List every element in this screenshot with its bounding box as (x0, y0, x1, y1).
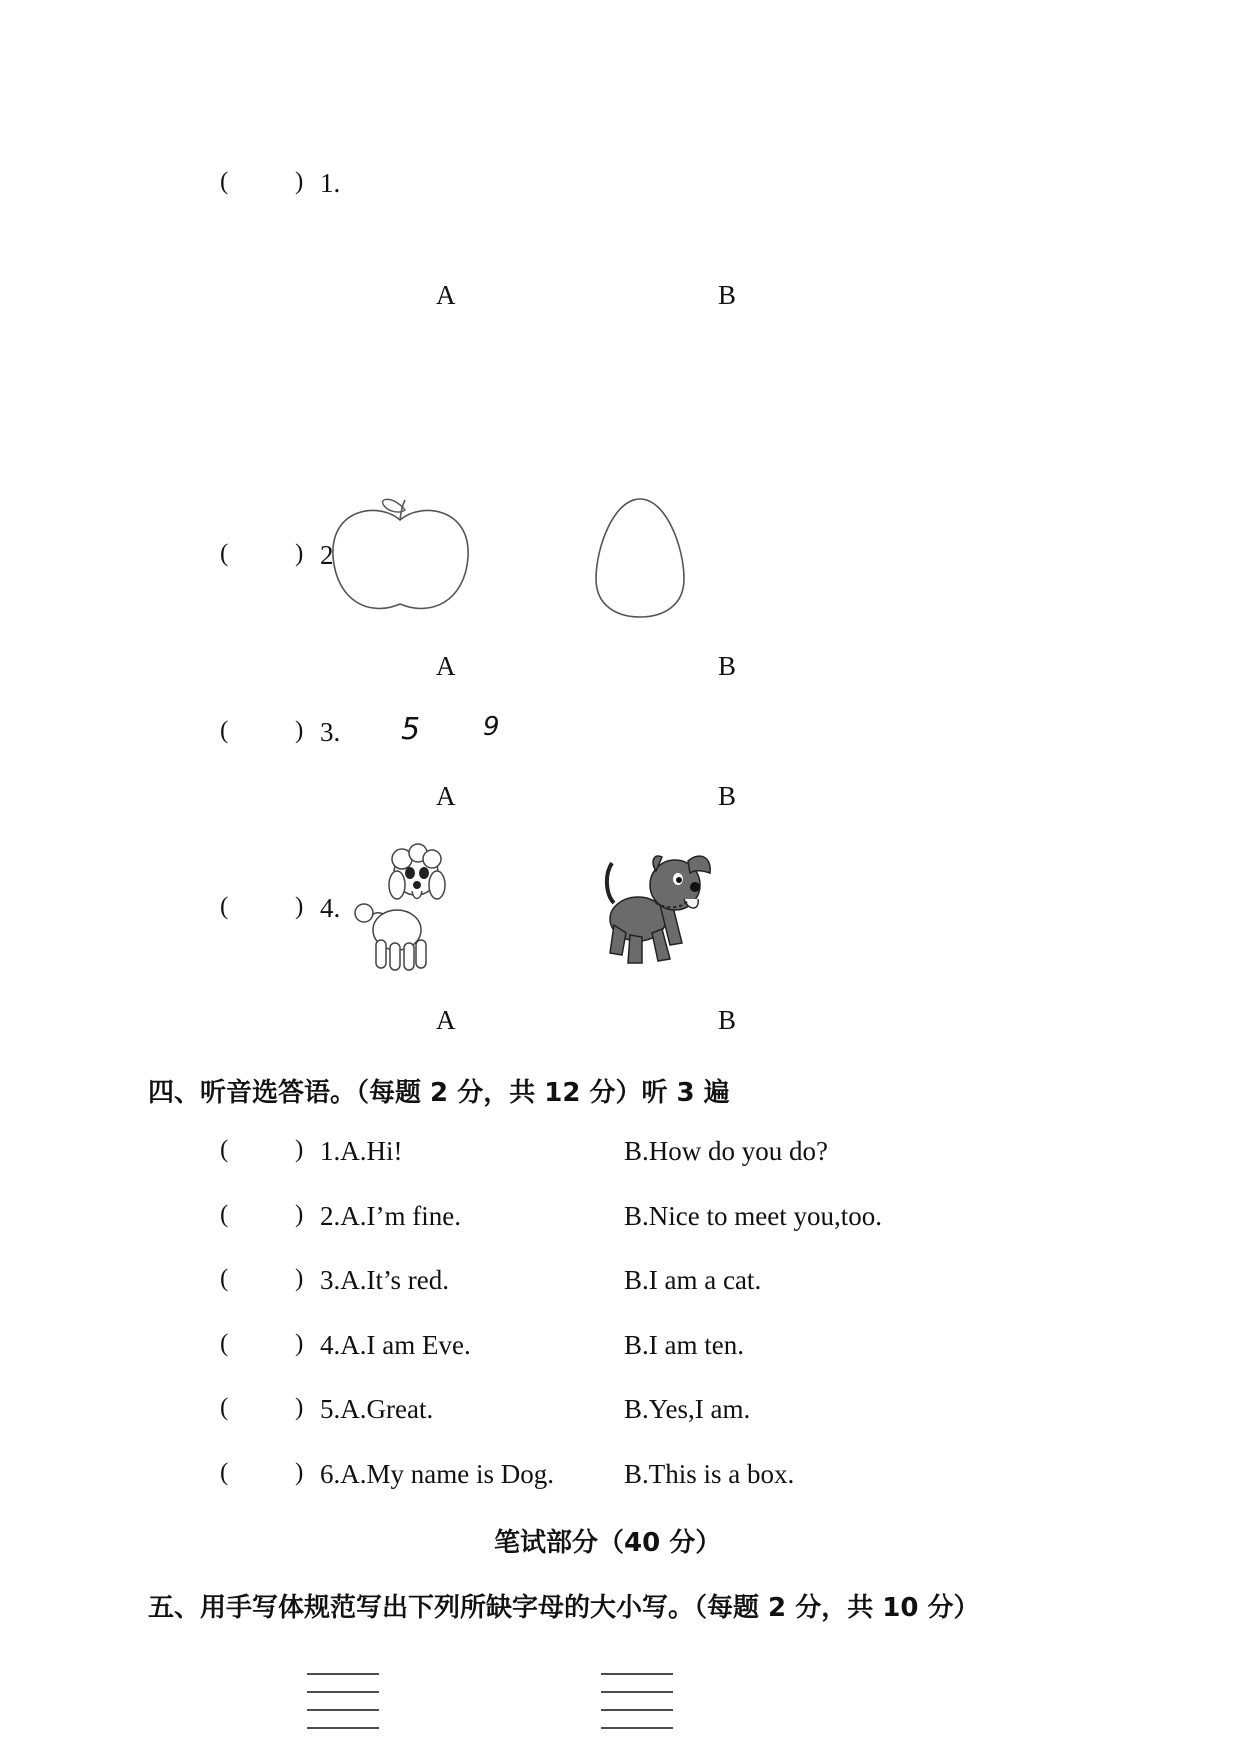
written-part-title: 笔试部分（40 分） (494, 1528, 722, 1558)
answer-paren-open[interactable]: ( (220, 1201, 229, 1228)
number-option-a: 5 (401, 712, 421, 747)
option-a-label: A (436, 1005, 456, 1035)
answer-paren-open[interactable]: ( (220, 1394, 229, 1421)
option-a-label: A (436, 651, 456, 681)
question-number: 3. (320, 717, 341, 747)
answer-paren-open[interactable]: ( (220, 540, 229, 567)
answer-paren-open[interactable]: ( (220, 1136, 229, 1163)
answer-paren-close: ) (295, 1265, 304, 1292)
option-a-label: A (436, 781, 456, 811)
answer-paren-close: ) (295, 1136, 304, 1163)
choice-b: B.I am a cat. (624, 1265, 762, 1295)
section-5-heading: 五、用手写体规范写出下列所缺字母的大小写。（每题 2 分，共 10 分） (148, 1593, 980, 1623)
choice-b: B.I am ten. (624, 1330, 744, 1360)
answer-paren-open[interactable]: ( (220, 893, 229, 920)
answer-paren-open[interactable]: ( (220, 1330, 229, 1357)
choice-a: 4.A.I am Eve. (320, 1330, 471, 1360)
choice-b: B.How do you do? (624, 1136, 828, 1166)
question-number: 1. (320, 168, 341, 198)
section-4-heading: 四、听音选答语。（每题 2 分，共 12 分）听 3 遍 (148, 1078, 730, 1108)
answer-paren-open[interactable]: ( (220, 717, 229, 744)
choice-b: B.Yes,I am. (624, 1394, 751, 1424)
number-option-b: 9 (483, 712, 500, 742)
choice-a: 6.A.My name is Dog. (320, 1459, 554, 1489)
answer-paren-close: ) (295, 540, 304, 567)
option-b-label: B (718, 781, 737, 811)
choice-b: B.This is a box. (624, 1459, 795, 1489)
question-number: 2 (320, 540, 334, 570)
apple-illustration (325, 492, 475, 622)
egg-illustration (594, 497, 686, 619)
poodle-illustration (352, 845, 452, 975)
choice-a: 1.A.Hi! (320, 1136, 403, 1166)
option-b-label: B (718, 1005, 737, 1035)
choice-a: 3.A.It’s red. (320, 1265, 449, 1295)
question-number: 4. (320, 893, 341, 923)
option-a-label: A (436, 280, 456, 310)
answer-paren-close: ) (295, 893, 304, 920)
answer-paren-close: ) (295, 1459, 304, 1486)
choice-a: 2.A.I’m fine. (320, 1201, 461, 1231)
answer-paren-close: ) (295, 1201, 304, 1228)
answer-paren-open[interactable]: ( (220, 1459, 229, 1486)
answer-paren-close: ) (295, 1330, 304, 1357)
answer-paren-close: ) (295, 717, 304, 744)
handwriting-lines[interactable] (307, 1672, 379, 1732)
answer-paren-close: ) (295, 168, 304, 195)
dog-illustration (600, 845, 715, 970)
option-b-label: B (718, 651, 737, 681)
option-b-label: B (718, 280, 737, 310)
answer-paren-close: ) (295, 1394, 304, 1421)
answer-paren-open[interactable]: ( (220, 168, 229, 195)
choice-a: 5.A.Great. (320, 1394, 434, 1424)
handwriting-lines[interactable] (601, 1672, 673, 1732)
answer-paren-open[interactable]: ( (220, 1265, 229, 1292)
choice-b: B.Nice to meet you,too. (624, 1201, 882, 1231)
